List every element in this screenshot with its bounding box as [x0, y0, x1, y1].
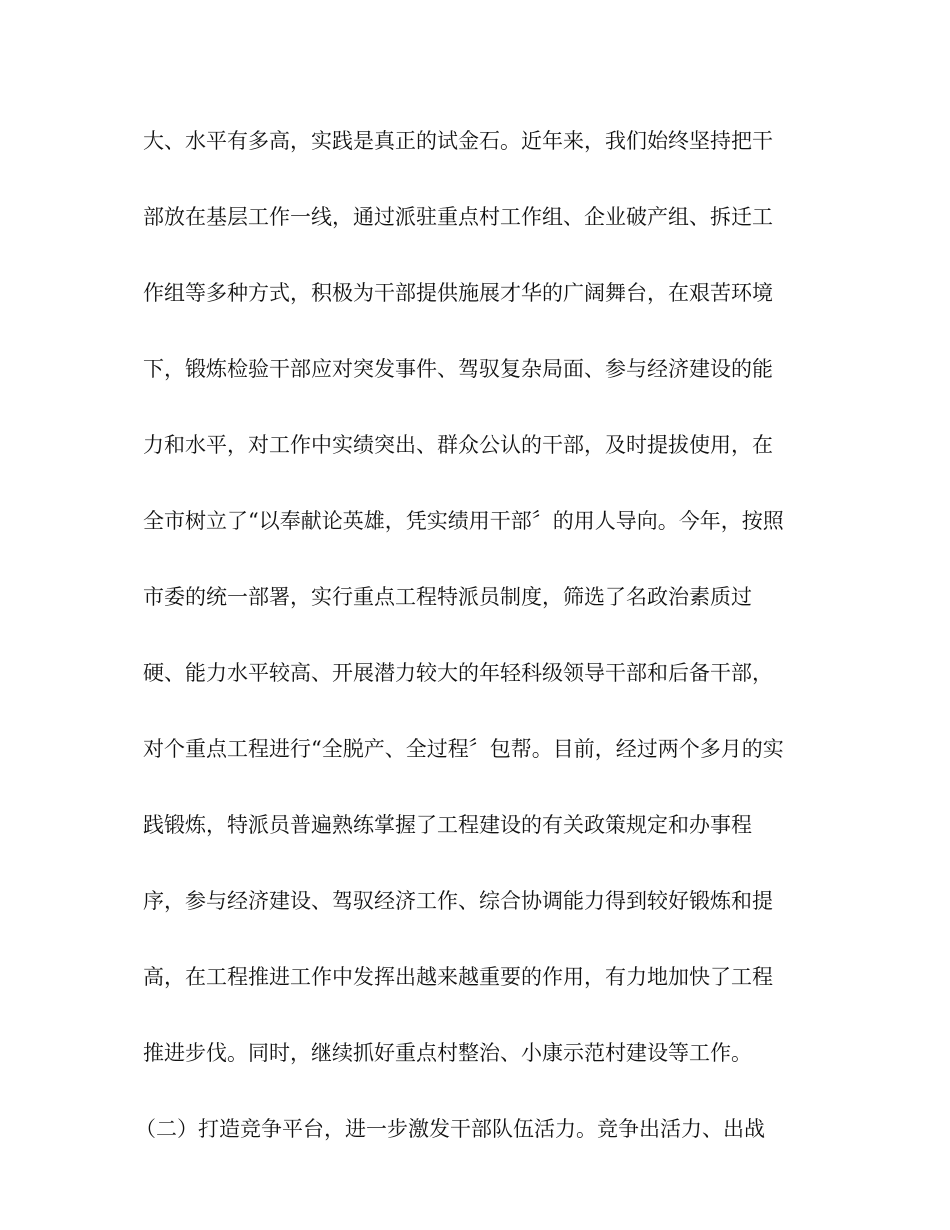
text-line: 全市树立了“以奉献论英雄，凭实绩用干部〞的用人导向。今年，按照: [143, 509, 784, 533]
text-line: 序，参与经济建设、驾驭经济工作、综合协调能力得到较好锻炼和提: [143, 889, 773, 913]
text-line: 力和水平，对工作中实绩突出、群众公认的干部，及时提拔使用，在: [143, 433, 773, 457]
text-line: 下，锻炼检验干部应对突发事件、驾驭复杂局面、参与经济建设的能: [143, 357, 773, 381]
text-line: 对个重点工程进行“全脱产、全过程〞包帮。目前，经过两个多月的实: [143, 737, 784, 761]
section-heading-line: （二）打造竞争平台，进一步激发干部队伍活力。竞争出活力、出战: [135, 1117, 765, 1141]
text-line: 高，在工程推进工作中发挥出越来越重要的作用，有力地加快了工程: [143, 965, 773, 989]
text-line: 部放在基层工作一线，通过派驻重点村工作组、企业破产组、拆迁工: [143, 205, 773, 229]
text-line: 推进步伐。同时，继续抓好重点村整治、小康示范村建设等工作。: [143, 1041, 752, 1065]
text-line: 市委的统一部署，实行重点工程特派员制度，筛选了名政治素质过: [143, 585, 752, 609]
text-line: 践锻炼，特派员普遍熟练掌握了工程建设的有关政策规定和办事程: [143, 813, 752, 837]
text-line: 硬、能力水平较高、开展潜力较大的年轻科级领导干部和后备干部，: [143, 661, 773, 685]
text-line: 作组等多种方式，积极为干部提供施展才华的广阔舞台，在艰苦环境: [143, 281, 773, 305]
text-line: 大、水平有多高，实践是真正的试金石。近年来，我们始终坚持把干: [143, 129, 773, 153]
